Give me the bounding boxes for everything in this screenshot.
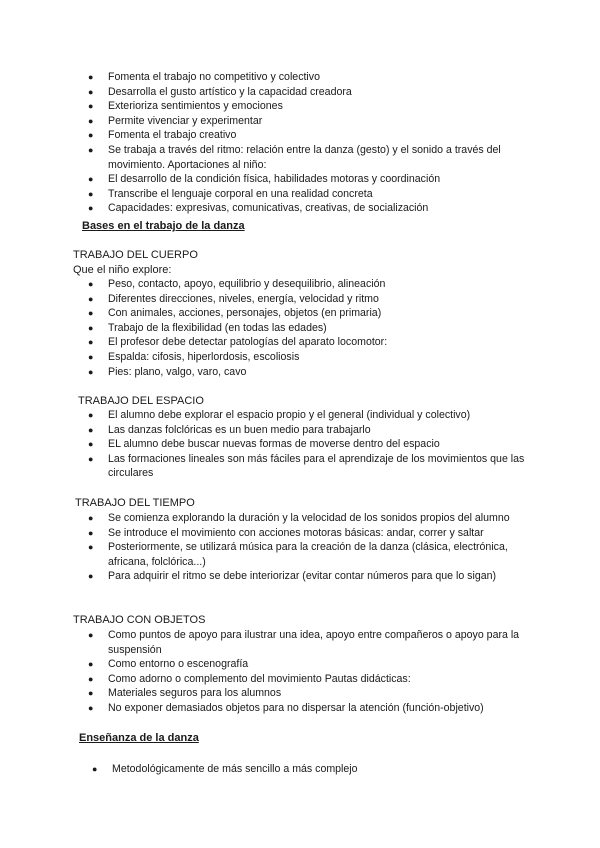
objetos-title: TRABAJO CON OBJETOS [73, 614, 206, 626]
ensenanza-heading: Enseñanza de la danza [79, 732, 199, 744]
list-item: ● Permite vivenciar y experimentar [88, 114, 263, 127]
list-item: ● El alumno debe explorar el espacio propio y el general (individual y colectivo) [88, 409, 471, 421]
list-item: ● Desarrolla el gusto artístico y la capacidad creadora [88, 85, 352, 98]
bullet-icon: ● [88, 130, 94, 141]
list-item: ● Se comienza explorando la duración y la velocidad de los sonidos propios del alumno [88, 512, 510, 524]
bullet-icon: ● [88, 542, 94, 553]
cuerpo-title: TRABAJO DEL CUERPO [73, 249, 198, 261]
bullet-icon: ● [88, 424, 94, 435]
list-item: ● Como puntos de apoyo para ilustrar una idea, apoyo entre compañeros o apoyo para la suspensión [88, 629, 520, 656]
bullet-icon: ● [88, 279, 94, 289]
bullet-icon: ● [88, 293, 94, 304]
bullet-icon: ● [88, 702, 94, 713]
list-item: ● Se trabaja a través del ritmo: relación entre la danza (gesto) y el sonido a través del movimiento. Aportaciones al niño: [88, 143, 501, 171]
bullet-icon: ● [92, 764, 98, 774]
bullet-icon: ● [88, 366, 94, 377]
list-item: ● Las formaciones lineales son más fáciles para el aprendizaje de los movimientos que las circulares [88, 452, 525, 480]
list-item: ● Pies: plano, valgo, varo, cavo [88, 365, 247, 378]
bullet-icon: ● [88, 144, 94, 155]
list-item: ● Peso, contacto, apoyo, equilibrio y desequilibrio, alineación [88, 278, 386, 290]
bullet-icon: ● [88, 659, 94, 670]
bullet-icon: ● [88, 673, 94, 684]
bullet-icon: ● [88, 453, 94, 464]
list-item: ● Espalda: cifosis, hiperlordosis, escoliosis [88, 350, 300, 363]
list-item: ● Transcribe el lenguaje corporal en una realidad concreta [88, 187, 373, 200]
list-item: ● Las danzas folclóricas es un buen medio para trabajarlo [88, 423, 371, 436]
bullet-icon: ● [88, 351, 94, 362]
cuerpo-intro: Que el niño explore: [73, 264, 172, 276]
bullet-icon: ● [88, 688, 94, 699]
bullet-icon: ● [88, 513, 94, 523]
list-item: ● El desarrollo de la condición física, habilidades motoras y coordinación [88, 173, 441, 186]
list-item: ● Para adquirir el ritmo se debe interiorizar (evitar contar números para que lo sigan) [88, 570, 497, 583]
list-item: ● El profesor debe detectar patologías del aparato locomotor: [88, 336, 388, 349]
bases-heading: Bases en el trabajo de la danza [82, 220, 245, 232]
list-item: ● Se introduce el movimiento con acciones motoras básicas: andar, correr y saltar [88, 526, 484, 539]
tiempo-title: TRABAJO DEL TIEMPO [75, 497, 195, 509]
list-item: ● EL alumno debe buscar nuevas formas de moverse dentro del espacio [88, 438, 440, 451]
bullet-icon: ● [88, 86, 94, 97]
list-item: ● Posteriormente, se utilizará música para la creación de la danza (clásica, electrónica, africana, folclórica...) [88, 541, 508, 568]
bullet-icon: ● [88, 410, 94, 420]
intro-list [88, 70, 538, 216]
list-item: ● Como adorno o complemento del movimiento Pautas didácticas: [88, 672, 411, 685]
bullet-icon: ● [88, 72, 94, 82]
bullet-icon: ● [88, 527, 94, 538]
bullet-icon: ● [88, 101, 94, 112]
cuerpo-list [88, 277, 538, 379]
tiempo-list [88, 511, 538, 584]
list-item: ● Capacidades: expresivas, comunicativas, creativas, de socialización [88, 202, 429, 215]
list-item: ● Exterioriza sentimientos y emociones [88, 100, 283, 113]
espacio-title: TRABAJO DEL ESPACIO [78, 395, 204, 407]
espacio-list [88, 408, 538, 481]
list-item: ● Diferentes direcciones, niveles, energía, velocidad y ritmo [88, 292, 379, 305]
bullet-icon: ● [88, 322, 94, 333]
bullet-icon: ● [88, 439, 94, 450]
bullet-icon: ● [88, 571, 94, 582]
bullet-icon: ● [88, 115, 94, 126]
bullet-icon: ● [88, 337, 94, 348]
list-item: ● Materiales seguros para los alumnos [88, 687, 282, 700]
list-item: ● Con animales, acciones, personajes, objetos (en primaria) [88, 307, 382, 320]
bullet-icon: ● [88, 203, 94, 214]
list-item: ● Fomenta el trabajo creativo [88, 129, 237, 142]
list-item: ● No exponer demasiados objetos para no dispersar la atención (función-objetivo) [88, 701, 484, 714]
list-item: ● Fomenta el trabajo no competitivo y colectivo [88, 71, 320, 83]
bullet-icon: ● [88, 308, 94, 319]
objetos-list [88, 628, 538, 716]
bullet-icon: ● [88, 188, 94, 199]
list-item: ● Como entorno o escenografía [88, 658, 249, 671]
bullet-icon: ● [88, 174, 94, 185]
ensenanza-list [92, 762, 542, 777]
list-item: ● Trabajo de la flexibilidad (en todas las edades) [88, 321, 327, 334]
list-item: ● Metodológicamente de más sencillo a más complejo [92, 763, 358, 775]
bullet-icon: ● [88, 630, 94, 640]
